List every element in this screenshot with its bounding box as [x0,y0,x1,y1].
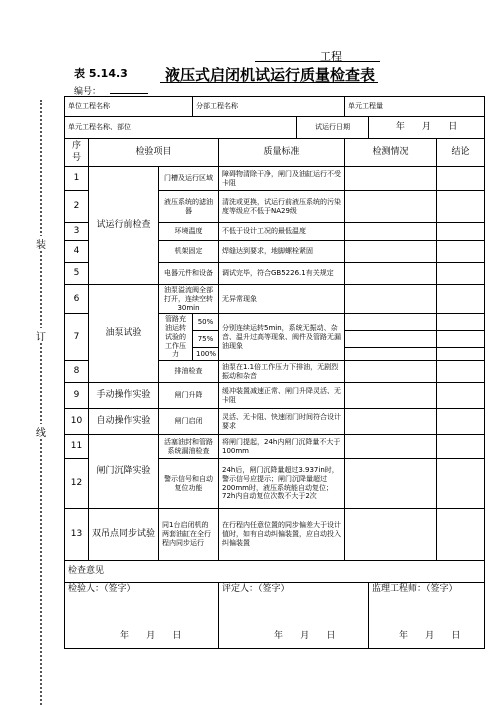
item-cell: 环境温度 [159,223,219,241]
table-row [65,167,485,191]
group-label: 手动操作实验 [89,383,159,409]
group-label: 闸门沉降实验 [89,435,159,509]
row-number: 11 [65,435,89,459]
item-cell: 活塞油封和管路系统漏油检查 [159,435,219,459]
supervisor-date: 年 月 日 [399,630,461,641]
result-field[interactable] [345,191,437,223]
date-month: 月 [422,121,432,132]
signature-row [65,583,485,649]
row-number: 7 [65,314,89,361]
item-cell: 警示信号和自动复位功能 [159,459,219,509]
trial-date-field[interactable] [369,117,485,139]
item-cell: 油泵溢流阀全部打开，连续空转30min [159,285,219,314]
col-standard: 质量标准 [219,139,345,167]
conclusion-field[interactable] [437,285,485,314]
standard-cell: 24h后，闸门沉降量超过3.937in时，警示信号应提示；闸门沉降量超过200mm时，液压系统能自动复位；72h内自动复位次数不大于2次 [219,459,345,509]
conclusion-field[interactable] [437,263,485,285]
conclusion-field[interactable] [437,314,485,331]
row-number: 4 [65,241,89,263]
item-cell: 电器元件和设备 [159,263,219,285]
opinion-label: 检查意见 [68,565,105,576]
binding-zhuang: 装 [36,236,46,251]
conclusion-field[interactable] [437,191,485,223]
row-number: 10 [65,409,89,435]
conclusion-field[interactable] [437,383,485,409]
standard-cell: 无异常现象 [219,285,345,314]
supervisor-sign-field[interactable] [369,583,485,649]
col-seq: 序号 [65,139,89,167]
date-day: 日 [448,121,458,132]
standard-cell: 缓冲装置减速正常、闸门升降灵活、无卡阻 [219,383,345,409]
col-result: 检测情况 [345,139,437,167]
page-title: 液压式启闭机试运行质量检查表 [164,66,375,84]
group-label: 油泵试验 [89,285,159,383]
result-field[interactable] [345,348,437,361]
binding-xian: 线 [36,424,46,439]
conclusion-field[interactable] [437,409,485,435]
result-field[interactable] [345,435,437,459]
standard-cell: 在行程内任意位置的同步偏差大于设计值时，如有自动纠偏装置，应自动投入纠偏装置 [219,509,345,561]
result-field[interactable] [345,314,437,331]
result-field[interactable] [345,383,437,409]
row-number: 2 [65,191,89,223]
item-cell: 管路充油运转试验的工作压力 [159,314,193,361]
info-row-1 [65,97,485,117]
serial-field[interactable] [110,93,148,94]
opinion-field[interactable] [65,561,485,583]
project-suffix: 工程 [320,50,342,63]
date-year: 年 [395,121,405,132]
item-cell: 门槽及运行区域 [159,167,219,191]
row-number: 9 [65,383,89,409]
standard-cell: 焊缝达到要求，地脚螺栓紧固 [219,241,345,263]
result-field[interactable] [345,167,437,191]
result-field[interactable] [345,331,437,348]
conclusion-field[interactable] [437,361,485,383]
conclusion-field[interactable] [437,241,485,263]
evaluator-sign-field[interactable] [219,583,369,649]
result-field[interactable] [345,509,437,561]
supervisor-label: 监理工程师：（签字） [372,584,458,594]
conclusion-field[interactable] [437,435,485,459]
evaluator-label: 评定人：（签字） [222,584,290,594]
item-cell: 排油检查 [159,361,219,383]
standard-cell: 油泵在1.1倍工作压力下排油，无剧烈振动和杂音 [219,361,345,383]
item-cell: 闸门升降 [159,383,219,409]
conclusion-field[interactable] [437,509,485,561]
row-number: 12 [65,459,89,509]
table-row [65,285,485,314]
standard-cell: 调试完毕，符合GB5226.1有关规定 [219,263,345,285]
row-number: 3 [65,223,89,241]
standard-cell: 清洗或更换，试运行前液压系统的污染度等级应不低于NA29级 [219,191,345,223]
row-number: 5 [65,263,89,285]
result-field[interactable] [345,263,437,285]
standard-cell: 障碍物清除干净，闸门及油缸运行不受卡阻 [219,167,345,191]
col-conclusion: 结论 [437,139,485,167]
conclusion-field[interactable] [437,348,485,361]
result-field[interactable] [345,285,437,314]
col-item: 检验项目 [89,139,219,167]
item-cell: 机架固定 [159,241,219,263]
conclusion-field[interactable] [437,331,485,348]
serial-label: 编号： [74,87,102,97]
table-row [65,383,485,409]
unit-project-label: 单位工程名称 [65,97,193,117]
item-cell: 同1台启闭机的两套油缸在全行程内同步运行 [159,509,219,561]
row-number: 13 [65,509,89,561]
inspector-date: 年 月 日 [120,630,182,641]
inspector-label: 检验人：（签字） [68,584,136,594]
group-label: 试运行前检查 [89,167,159,285]
conclusion-field[interactable] [437,167,485,191]
table-row [65,509,485,561]
result-field[interactable] [345,241,437,263]
division-project-label: 分部工程名称 [193,97,345,117]
conclusion-field[interactable] [437,223,485,241]
group-label: 双吊点同步试验 [89,509,159,561]
table-row [65,409,485,435]
pressure-75: 75% [193,331,219,348]
unit-eng-label: 单元工程量 [345,97,485,117]
binding-ding: 订 [36,328,46,343]
binding-line [40,100,42,705]
result-field[interactable] [345,459,437,509]
group-label: 自动操作实验 [89,409,159,435]
standard-cell: 分别连续运转5min，系统无振动、杂音、温升过高等现象、阀件及管路无漏油现象 [219,314,345,361]
conclusion-field[interactable] [437,459,485,509]
project-name-line [255,61,380,62]
table-row [65,435,485,459]
info-row-2 [65,117,485,139]
row-number: 8 [65,361,89,383]
table-number: 表 5.14.3 [74,67,128,80]
pressure-100: 100% [193,348,219,361]
item-cell: 液压系统的滤油器 [159,191,219,223]
row-number: 6 [65,285,89,314]
row-number: 1 [65,167,89,191]
column-header [65,139,485,167]
standard-cell: 将闸门提起，24h内闸门沉降量不大于100mm [219,435,345,459]
standard-cell: 不低于设计工况的最低温度 [219,223,345,241]
unit-name-part-label: 单元工程名称、部位 [65,117,297,139]
item-cell: 闸门启闭 [159,409,219,435]
title-underline [160,82,378,83]
standard-cell: 灵活、无卡阻、快速闭门时间符合设计要求 [219,409,345,435]
result-field[interactable] [345,223,437,241]
evaluator-date: 年 月 日 [274,630,336,641]
inspection-table [64,96,485,649]
pressure-50: 50% [193,314,219,331]
opinion-row [65,561,485,583]
result-field[interactable] [345,409,437,435]
trial-date-label: 试运行日期 [297,117,369,139]
inspector-sign-field[interactable] [65,583,219,649]
result-field[interactable] [345,361,437,383]
